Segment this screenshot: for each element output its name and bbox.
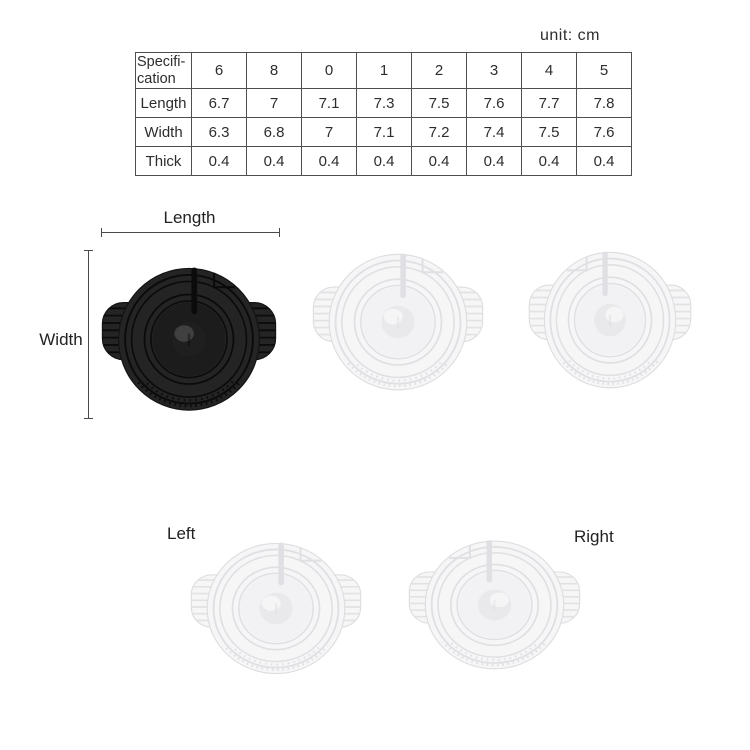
table-cell: 7.6 — [577, 118, 632, 147]
spec-table — [135, 52, 632, 176]
unit-note: unit: cm — [539, 27, 600, 44]
table-cell: 7.3 — [357, 89, 412, 118]
table-row-length — [136, 89, 632, 118]
table-cell-size: 8 — [247, 53, 302, 89]
left-label: Left — [167, 524, 196, 543]
table-cell-size: 5 — [577, 53, 632, 89]
table-cell: 7.1 — [302, 89, 357, 118]
table-cell: 0.4 — [522, 147, 577, 176]
table-cell: 7.4 — [467, 118, 522, 147]
table-cell: 0.4 — [467, 147, 522, 176]
white-heel-pad-front-view — [311, 231, 485, 407]
table-row-thick — [136, 147, 632, 176]
table-cell: 7 — [247, 89, 302, 118]
table-cell-size: 4 — [522, 53, 577, 89]
table-cell-size: 1 — [357, 53, 412, 89]
table-cell: 7.1 — [357, 118, 412, 147]
width-measure-line — [84, 250, 93, 419]
table-cell-size: 2 — [412, 53, 467, 89]
white-heel-pad-left-foot — [189, 521, 363, 690]
table-cell: 7.5 — [412, 89, 467, 118]
white-heel-pad-right-foot — [407, 519, 582, 685]
table-header-row — [136, 53, 632, 89]
table-cell: 0.4 — [192, 147, 247, 176]
table-row-width — [136, 118, 632, 147]
table-cell: 7.2 — [412, 118, 467, 147]
table-cell-size: 3 — [467, 53, 522, 89]
table-cell: 7.6 — [467, 89, 522, 118]
length-line-bar — [102, 232, 279, 234]
white-heel-pad-back-view — [527, 229, 693, 405]
table-cell: 6.7 — [192, 89, 247, 118]
length-measure-line — [101, 228, 280, 237]
width-line-bar — [88, 251, 90, 418]
table-cell: 0.4 — [357, 147, 412, 176]
width-label: Width — [39, 330, 83, 349]
row-label: Length — [136, 89, 192, 118]
row-label: Width — [136, 118, 192, 147]
table-cell: 0.4 — [302, 147, 357, 176]
length-label: Length — [163, 208, 216, 227]
table-cell: 0.4 — [412, 147, 467, 176]
black-heel-pad-front-view — [100, 244, 278, 428]
table-cell: 0.4 — [247, 147, 302, 176]
table-cell: 7.5 — [522, 118, 577, 147]
table-cell-size: 0 — [302, 53, 357, 89]
table-cell: 6.3 — [192, 118, 247, 147]
table-cell: 0.4 — [577, 147, 632, 176]
right-label: Right — [574, 527, 614, 546]
table-cell: 7 — [302, 118, 357, 147]
row-label: Thick — [136, 147, 192, 176]
table-cell: 7.8 — [577, 89, 632, 118]
table-cell: 6.8 — [247, 118, 302, 147]
table-cell-specification: Specifi-cation — [136, 53, 192, 89]
table-cell: 7.7 — [522, 89, 577, 118]
table-cell-size: 6 — [192, 53, 247, 89]
